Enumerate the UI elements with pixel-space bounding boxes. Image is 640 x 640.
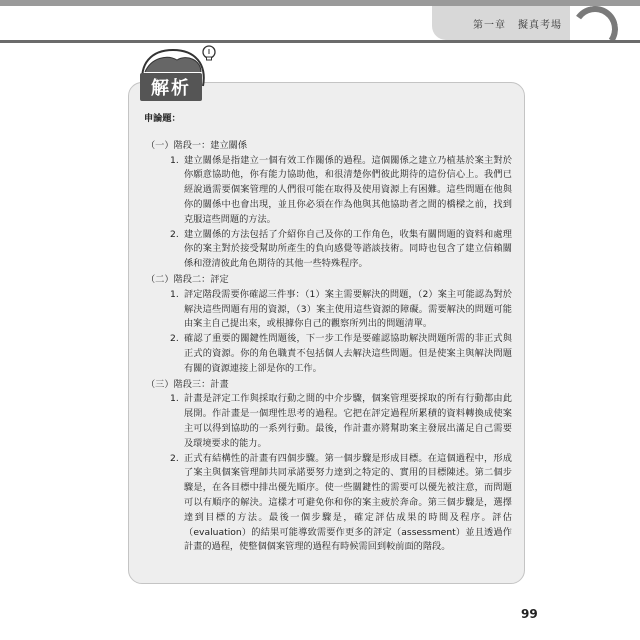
list-item xyxy=(140,452,512,556)
list-item xyxy=(140,288,512,332)
header-divider xyxy=(0,40,640,43)
item-number: 1. xyxy=(170,154,179,166)
explanation-content xyxy=(140,112,512,556)
item-text: 建立關係的方法包括了介紹你自己及你的工作角色，收集有關問題的資料和處理你的案主對於接受幫助所產生的負向感覺等諮談技術。同時也包含了建立信賴關係和澄清彼此角色期待的其他一些特殊程序。 xyxy=(184,228,512,270)
list-item xyxy=(140,228,512,272)
item-number: 2. xyxy=(170,452,179,464)
section-title-badge: 解析 xyxy=(140,73,202,101)
stage-title: （三）階段三：計畫 xyxy=(146,378,229,390)
list-item xyxy=(140,332,512,376)
corner-ring-decoration xyxy=(568,2,621,55)
list-item xyxy=(140,154,512,228)
stage-section xyxy=(140,139,512,272)
item-text: 正式有結構性的計畫有四個步驟。第一個步驟是形成目標。在這個過程中，形成了案主與個案管理師共同承諾要努力達到之特定的、實用的目標陳述。第二個步驟是，在各目標中排出優先順序。使一些關鍵性的需要可以優先被注意，而問題可以有順序的解決。這樣才可避免你和你的案主疲於奔命。第三個步驟是，選擇達到目標的方法。最後一個步驟是，確定評估成果的時間及程序。評估（evaluation）的結果可能導致需要作更多的評定（assessment）並且透過作計畫的過程，使整個個案管理的過程有時候需回到較前面的階段。 xyxy=(184,452,512,553)
item-number: 2. xyxy=(170,228,179,240)
stage-title: （二）階段二：評定 xyxy=(146,273,229,285)
stage-title: （一）階段一：建立關係 xyxy=(146,139,248,151)
item-number: 1. xyxy=(170,393,179,405)
page-number: 99 xyxy=(521,607,538,621)
item-text: 計畫是評定工作與採取行動之間的中介步驟，個案管理要採取的所有行動都由此展開。作計畫是一個理性思考的過程。它把在評定過程所累積的資料轉換成使案主可以得到協助的一系列行動。最後，作計畫亦將幫助案主發展出滿足自己需要及環境要求的能力。 xyxy=(184,393,512,449)
stage-section xyxy=(140,378,512,556)
item-text: 確認了重要的關鍵性問題後，下一步工作是要確認協助解決問題所需的非正式與正式的資源。你的角色職責不包括個人去解決這些問題。但是使案主與解決問題有關的資源連接上卻是你的工作。 xyxy=(184,333,512,374)
list-item xyxy=(140,392,512,451)
chapter-header-tab xyxy=(432,6,570,40)
chapter-title: 擬真考場 xyxy=(518,19,562,31)
chapter-number: 第一章 xyxy=(473,19,506,31)
item-number: 1. xyxy=(170,288,179,300)
item-number: 2. xyxy=(170,333,179,345)
question-type-heading: 申論題： xyxy=(144,113,181,124)
item-text: 評定階段需要你確認三件事：（1）案主需要解決的問題，（2）案主可能認為對於解決這些問題有用的資源，（3）案主使用這些資源的障礙。需要解決的問題可能由案主自己提出來，或根據你自己的觀察所列出的問題清單。 xyxy=(184,288,512,330)
item-text: 建立關係是指建立一個有效工作關係的過程。這個關係之建立乃植基於案主對於你願意協助他，你有能力協助他，和很清楚你們彼此期待的這份信心上。我們已經說過需要個案管理的人們很可能在取得及使用資源上有困難。這些問題在他與你的關係中也會出現，並且你必須在作為他與其他協助者之間的橋樑之前，找到克服這些問題的方法。 xyxy=(184,154,512,225)
stage-section xyxy=(140,273,512,377)
lightbulb-icon xyxy=(200,44,218,62)
